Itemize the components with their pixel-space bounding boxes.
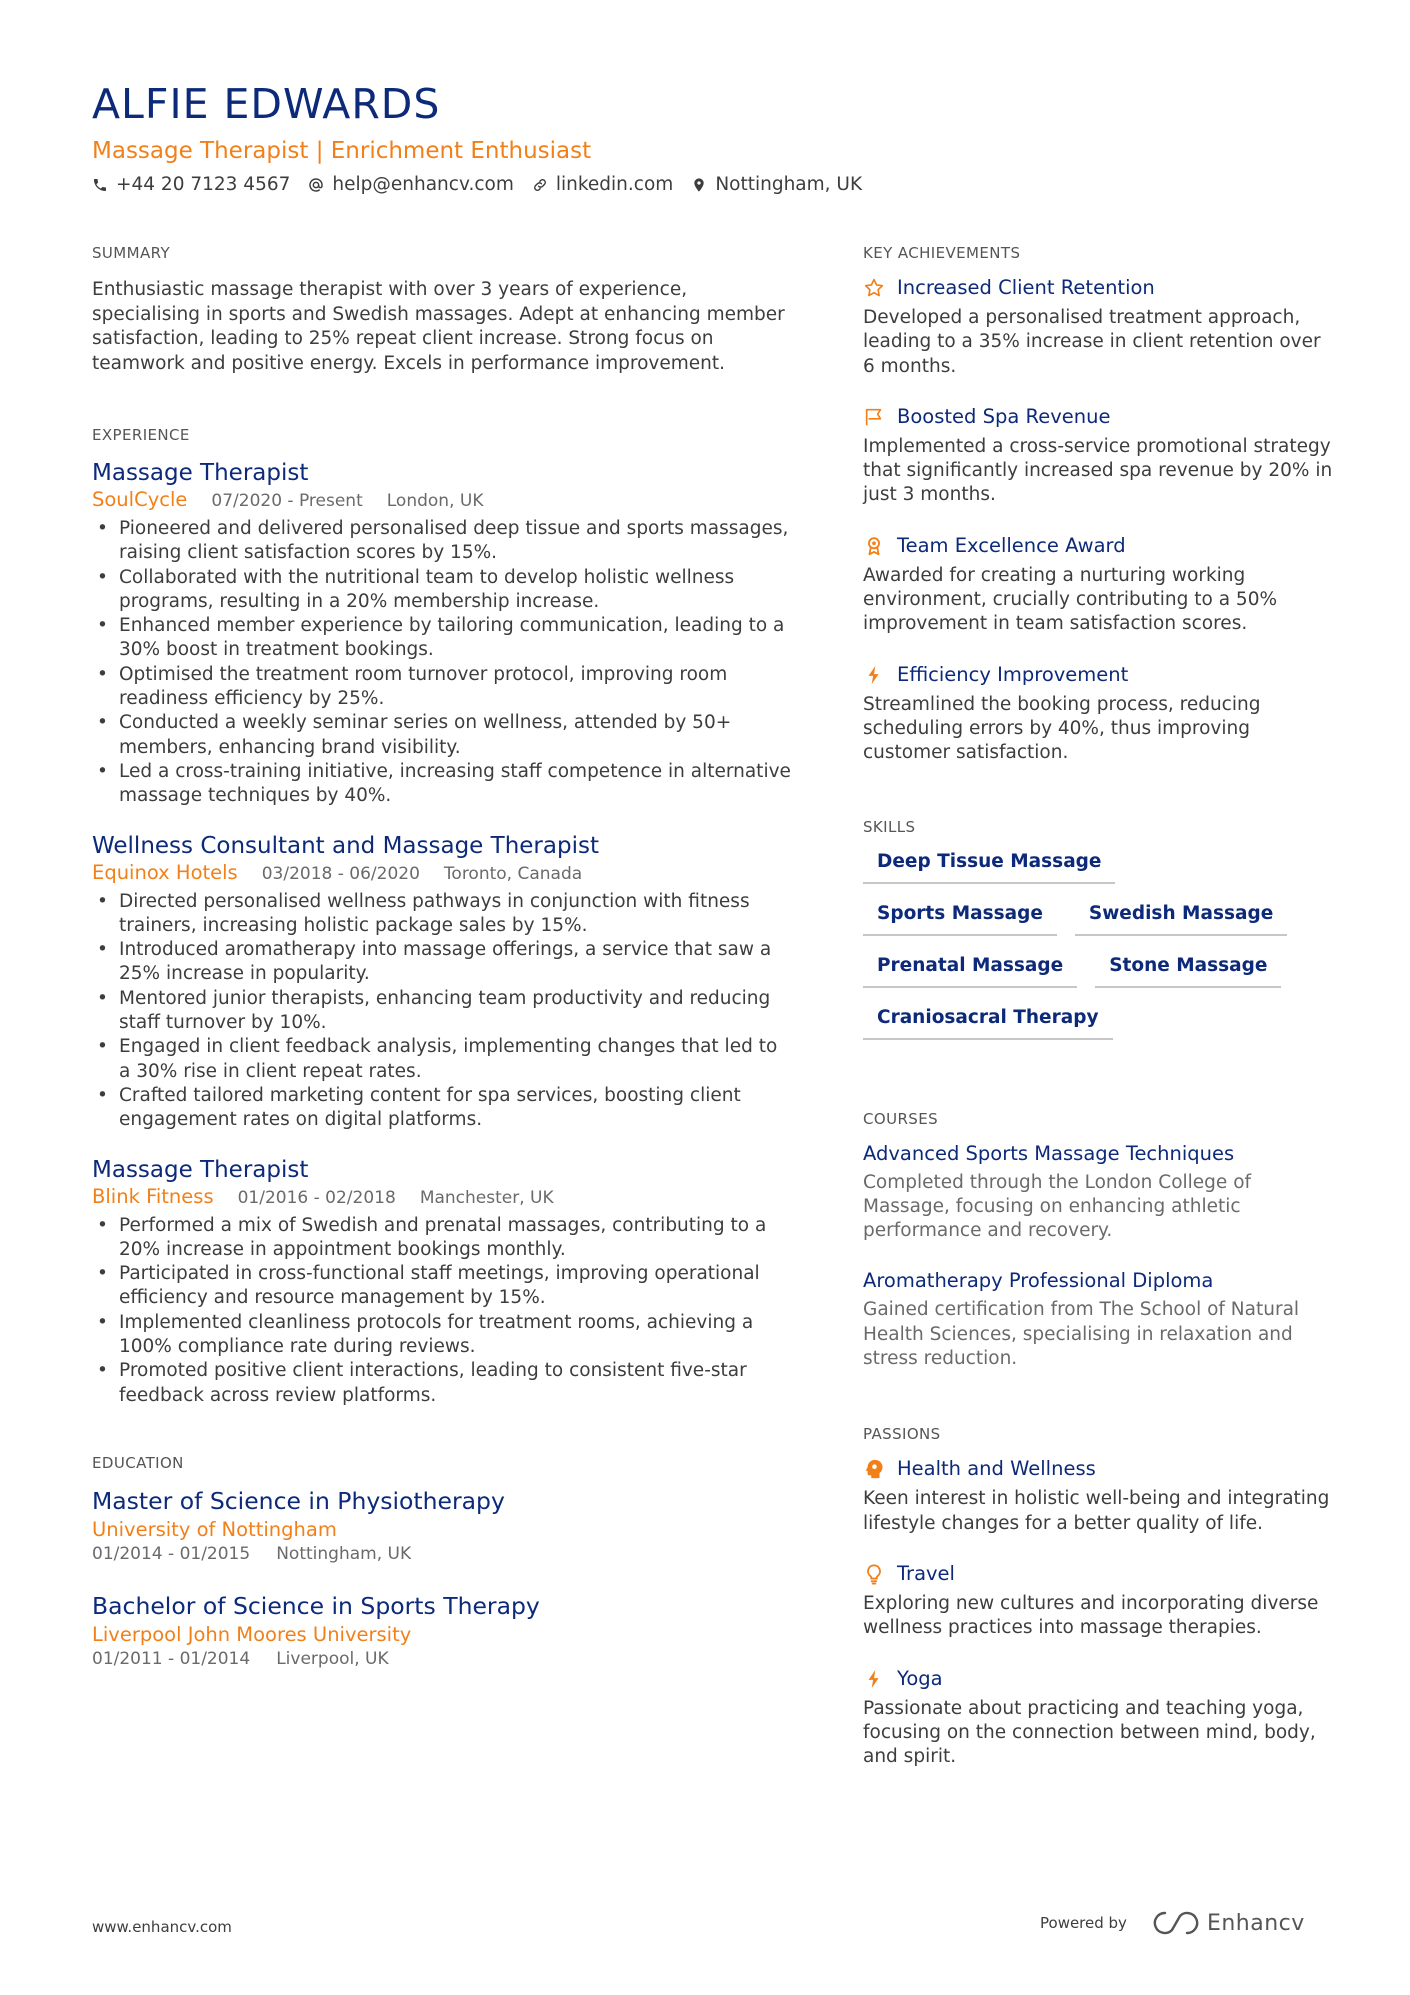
school-name: Liverpool John Moores University [92, 1622, 412, 1646]
skill-tag: Stone Massage [1095, 954, 1281, 988]
bullet-item: • Pioneered and delivered personalised deep tissue and sports massages, raising client satisfaction scores by 15%. [92, 517, 792, 566]
achievement-header [863, 274, 1333, 302]
job-dates: 03/2018 - 06/2020 [261, 863, 420, 884]
education-heading: EDUCATION [92, 1453, 184, 1472]
job-dates: 07/2020 - Present [211, 491, 363, 511]
bullet-item: • Enhanced member experience by tailoring communication, leading to a 30% boost in treatment bookings. [92, 614, 792, 663]
skill-tag: Sports Massage [863, 902, 1057, 936]
passions-section [863, 1425, 1333, 1769]
job-dates: 01/2016 - 02/2018 [237, 1187, 396, 1208]
passion-text: Keen interest in holistic well-being and integrating lifestyle changes for a better quality of life. [863, 1488, 1330, 1534]
company-name: SoulCycle [92, 488, 188, 511]
candidate-title: Massage Therapist | Enrichment Enthusiast [92, 138, 592, 164]
flag-icon [863, 406, 885, 428]
bullet-item: • Implemented cleanliness protocols for treatment rooms, achieving a 100% compliance rate during reviews. [92, 1311, 792, 1360]
school-name: University of Nottingham [92, 1517, 337, 1541]
experience-heading: EXPERIENCE [92, 426, 190, 444]
phone-text: +44 20 7123 4567 [116, 174, 291, 195]
achievement-item [863, 403, 1333, 508]
summary-section [92, 244, 792, 376]
left-column [92, 244, 792, 1670]
skills-list [863, 850, 1323, 1040]
experience-section [92, 426, 792, 1408]
skill-tag: Swedish Massage [1075, 902, 1287, 936]
achievement-text: Implemented a cross-service promotional strategy that significantly increased spa revenue by 20% in just 3 months. [863, 435, 1333, 506]
job-bullets [92, 890, 792, 1133]
achievements-section [863, 244, 1333, 766]
achievement-header [863, 403, 1333, 431]
passion-title: Travel [897, 1561, 955, 1585]
achievements-heading: KEY ACHIEVEMENTS [863, 244, 1021, 262]
passion-item [863, 1665, 1333, 1770]
passions-heading: PASSIONS [863, 1425, 941, 1444]
passion-header [863, 1455, 1333, 1483]
bullet-item: • Crafted tailored marketing content for spa services, boosting client engagement rates on digital platforms. [92, 1084, 792, 1133]
achievement-header [863, 532, 1333, 560]
degree-title: Master of Science in Physiotherapy [92, 1486, 505, 1515]
bullet-item: • Introduced aromatherapy into massage offerings, a service that saw a 25% increase in popularity. [92, 938, 792, 987]
footer-powered [1040, 1910, 1305, 1936]
courses-heading: COURSES [863, 1109, 939, 1128]
bullet-item: • Led a cross-training initiative, increasing staff competence in alternative massage techniques by 40%. [92, 760, 792, 809]
skill-tag: Prenatal Massage [863, 954, 1077, 988]
linkedin-text: linkedin.com [555, 174, 674, 195]
brand-name: Enhancv [1206, 1910, 1305, 1936]
course-title: Advanced Sports Massage Techniques [863, 1141, 1235, 1165]
education-entry [92, 1486, 792, 1565]
job-title: Massage Therapist [92, 1156, 309, 1183]
passion-title: Yoga [897, 1666, 943, 1690]
email-text: help@enhancv.com [332, 174, 514, 195]
job-meta [92, 861, 792, 884]
experience-entry [92, 1155, 792, 1408]
job-bullets [92, 1214, 792, 1408]
courses-section [863, 1110, 1333, 1372]
passion-title: Health and Wellness [897, 1457, 1096, 1481]
education-section [92, 1454, 792, 1670]
enhancv-logo-icon [1153, 1910, 1199, 1936]
bullet-item: • Engaged in client feedback analysis, implementing changes that led to a 30% rise in client repeat rates. [92, 1035, 792, 1084]
achievement-item [863, 661, 1333, 766]
passion-text: Exploring new cultures and incorporating diverse wellness practices into massage therapies. [863, 1592, 1319, 1639]
achievement-header [863, 661, 1333, 689]
bullet-item: • Optimised the treatment room turnover protocol, improving room readiness efficiency by 25%. [92, 663, 792, 712]
enhancv-logo[interactable] [1153, 1910, 1305, 1936]
bolt-icon [863, 1668, 885, 1690]
achievement-item [863, 274, 1333, 379]
education-location: Nottingham, UK [276, 1543, 412, 1564]
job-location: Manchester, UK [419, 1187, 554, 1208]
achievement-text: Developed a personalised treatment approach, leading to a 35% increase in client retention over 6 months. [863, 307, 1321, 377]
bullet-item: • Directed personalised wellness pathways in conjunction with fitness trainers, increasing holistic package sales by 15%. [92, 890, 792, 939]
skill-tag: Deep Tissue Massage [863, 850, 1115, 884]
job-title: Wellness Consultant and Massage Therapist [92, 832, 599, 859]
footer-website[interactable]: www.enhancv.com [92, 1918, 232, 1936]
contact-phone[interactable] [92, 174, 290, 195]
job-location: Toronto, Canada [443, 863, 583, 884]
course-item [863, 1140, 1333, 1244]
bullet-item: • Performed a mix of Swedish and prenatal massages, contributing to a 20% increase in appointment bookings monthly. [92, 1214, 792, 1263]
job-title: Massage Therapist [92, 460, 309, 486]
course-text: Completed through the London College of Massage, focusing on enhancing athletic performance and recovery. [863, 1171, 1252, 1242]
bullet-item: • Participated in cross-functional staff meetings, improving operational efficiency and resource management by 15%. [92, 1262, 792, 1311]
location-pin-icon [691, 177, 707, 193]
experience-entry [92, 458, 792, 809]
course-item [863, 1267, 1333, 1371]
contact-bar [92, 174, 862, 195]
education-meta [92, 1648, 792, 1670]
degree-title: Bachelor of Science in Sports Therapy [92, 1591, 540, 1620]
job-bullets [92, 517, 792, 809]
achievement-title: Efficiency Improvement [897, 662, 1129, 686]
experience-entry [92, 831, 792, 1133]
job-meta [92, 488, 792, 511]
bolt-icon [863, 664, 885, 686]
education-entry [92, 1591, 792, 1670]
course-text: Gained certification from The School of Natural Health Sciences, specialising in relaxation and stress reduction. [863, 1299, 1300, 1370]
bullet-item: • Conducted a weekly seminar series on wellness, attended by 50+ members, enhancing brand visibility. [92, 711, 792, 760]
company-name: Equinox Hotels [92, 860, 238, 884]
achievement-title: Boosted Spa Revenue [897, 404, 1111, 428]
achievement-text: Streamlined the booking process, reducing scheduling errors by 40%, thus improving customer satisfaction. [863, 693, 1261, 764]
passion-header [863, 1560, 1333, 1588]
education-dates: 01/2014 - 01/2015 [92, 1543, 251, 1564]
star-icon [863, 277, 885, 299]
bullet-item: • Collaborated with the nutritional team to develop holistic wellness programs, resulting in a 20% membership increase. [92, 566, 792, 615]
achievement-title: Increased Client Retention [897, 276, 1155, 299]
summary-text: Enthusiastic massage therapist with over 3 years of experience, specialising in sports and Swedish massages. Adept at enhancing member satisfaction, leading to 25% repeat client increase. Strong focus on teamwork and positive energy. Excels in performance improvement. [92, 279, 785, 374]
job-meta [92, 1185, 792, 1208]
right-column [863, 244, 1333, 1769]
skill-tag: Craniosacral Therapy [863, 1006, 1113, 1040]
contact-email[interactable] [308, 174, 513, 195]
achievement-item [863, 532, 1333, 637]
passion-text: Passionate about practicing and teaching yoga, focusing on the connection between mind, body, and spirit. [863, 1697, 1316, 1768]
education-dates: 01/2011 - 01/2014 [92, 1648, 251, 1669]
phone-icon [92, 177, 108, 193]
award-icon [863, 535, 885, 557]
passion-item [863, 1560, 1333, 1641]
summary-heading: SUMMARY [92, 244, 171, 262]
head-icon [863, 1458, 885, 1480]
at-icon [308, 177, 324, 193]
candidate-name: ALFIE EDWARDS [92, 80, 441, 128]
location-text: Nottingham, UK [715, 174, 863, 195]
company-name: Blink Fitness [92, 1184, 214, 1208]
education-meta [92, 1543, 792, 1565]
achievement-title: Team Excellence Award [897, 533, 1126, 557]
lightbulb-icon [863, 1563, 885, 1585]
contact-linkedin[interactable] [532, 174, 673, 195]
passion-header [863, 1665, 1333, 1693]
powered-by-label: Powered by [1040, 1914, 1127, 1932]
skills-heading: SKILLS [863, 817, 916, 836]
job-location: London, UK [386, 491, 484, 511]
passion-item [863, 1455, 1333, 1536]
achievement-text: Awarded for creating a nurturing working environment, crucially contributing to a 50% improvement in team satisfaction scores. [863, 564, 1278, 635]
bullet-item: • Promoted positive client interactions, leading to consistent five-star feedback across review platforms. [92, 1359, 792, 1408]
contact-location [691, 174, 862, 195]
education-location: Liverpool, UK [276, 1648, 389, 1669]
course-title: Aromatherapy Professional Diploma [863, 1269, 1214, 1293]
bullet-item: • Mentored junior therapists, enhancing team productivity and reducing staff turnover by 10%. [92, 987, 792, 1036]
skills-section [863, 818, 1333, 1040]
link-icon [532, 177, 548, 193]
